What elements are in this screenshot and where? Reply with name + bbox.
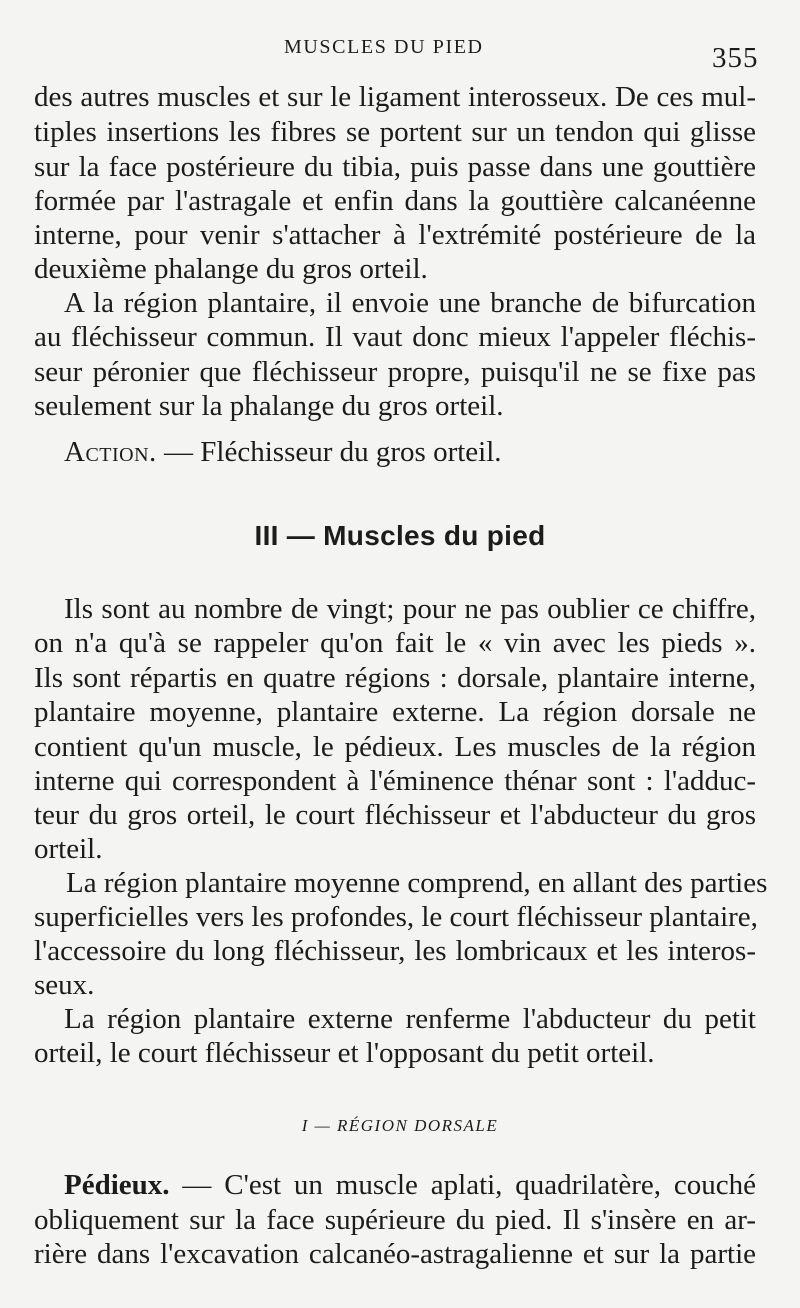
paragraph-line: deuxième phalange du gros orteil. <box>34 253 428 285</box>
pedieux-text: — C'est un muscle aplati, quadrilatère, couché <box>169 1169 756 1201</box>
paragraph-line: orteil, le court fléchisseur et l'opposant du petit orteil. <box>34 1037 655 1069</box>
paragraph-line: Ils sont au nombre de vingt; pour ne pas oublier ce chiffre, <box>64 593 756 625</box>
action-line <box>64 435 756 469</box>
paragraph-line: orteil. <box>34 833 103 865</box>
paragraph-line: interne, pour venir s'attacher à l'extrémité postérieure de la <box>34 219 756 251</box>
paragraph-line: sur la face postérieure du tibia, puis passe dans une gouttière <box>34 151 756 183</box>
paragraph-line: teur du gros orteil, le court fléchisseur et l'abducteur du gros <box>34 799 756 831</box>
paragraph-line: A la région plantaire, il envoie une branche de bifurcation <box>64 287 756 319</box>
paragraph-line: obliquement sur la face supérieure du pied. Il s'insère en ar- <box>34 1204 756 1236</box>
paragraph-line: tiples insertions les fibres se portent sur un tendon qui glisse <box>34 116 756 148</box>
paragraph-line: seur péronier que fléchisseur propre, puisqu'il ne se fixe pas <box>34 356 756 388</box>
paragraph-line: La région plantaire externe renferme l'abducteur du petit <box>64 1003 756 1035</box>
paragraph-line: seux. <box>34 969 95 1001</box>
paragraph-line: formée par l'astragale et enfin dans la gouttière calcanéenne <box>34 185 756 217</box>
paragraph-line: on n'a qu'à se rappeler qu'on fait le « vin avec les pieds ». <box>34 627 756 659</box>
action-text: — Fléchisseur du gros orteil. <box>156 436 502 468</box>
paragraph-line: l'accessoire du long fléchisseur, les lombricaux et les interos- <box>34 935 756 967</box>
paragraph-line: La région plantaire moyenne comprend, en allant des parties <box>66 867 768 899</box>
paragraph-line: des autres muscles et sur le ligament interosseux. De ces mul- <box>34 81 756 113</box>
subsection-heading: I — RÉGION DORSALE <box>301 1116 499 1135</box>
paragraph-line: interne qui correspondent à l'éminence thénar sont : l'adduc- <box>34 765 756 797</box>
paragraph-line: au fléchisseur commun. Il vaut donc mieux l'appeler fléchis- <box>34 321 756 353</box>
pedieux-term: Pédieux. <box>64 1169 170 1201</box>
paragraph-line: seulement sur la phalange du gros orteil. <box>34 390 504 422</box>
pedieux-line <box>64 1168 756 1202</box>
running-head <box>0 30 800 74</box>
paragraph-line: plantaire moyenne, plantaire externe. La région dorsale ne <box>34 696 756 728</box>
paragraph-line: rière dans l'excavation calcanéo-astragalienne et sur la partie <box>34 1238 756 1270</box>
paragraph-line: Ils sont répartis en quatre régions : dorsale, plantaire interne, <box>34 662 756 694</box>
running-head-title: MUSCLES DU PIED <box>284 36 484 58</box>
paragraph-line: contient qu'un muscle, le pédieux. Les muscles de la région <box>34 731 756 763</box>
page-number: 355 <box>712 42 759 74</box>
action-label: Action. <box>64 436 157 468</box>
section-heading: III — Muscles du pied <box>254 520 546 551</box>
paragraph-line: superficielles vers les profondes, le court fléchisseur plantaire, <box>34 901 758 933</box>
